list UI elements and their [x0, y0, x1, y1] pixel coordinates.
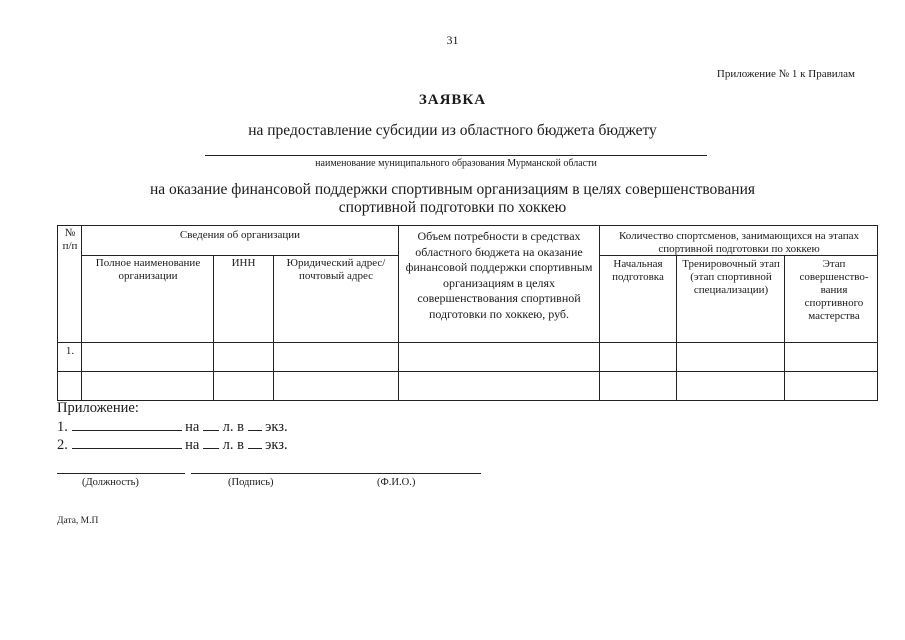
sheets-blank [203, 436, 219, 449]
attachment-on: на [185, 419, 200, 435]
table-vline [599, 226, 600, 400]
stage-excellence-header: Этап совершенство-вания спортивного мастерства [799, 258, 869, 322]
attachment-num: 2. [57, 437, 68, 453]
col-number-header: № п/п [62, 227, 78, 252]
table-hline [81, 255, 398, 256]
attachment-title-blank [72, 418, 182, 431]
municipality-blank-line [205, 155, 707, 156]
copies-blank [248, 436, 262, 449]
appendix-reference: Приложение № 1 к Правилам [716, 68, 855, 80]
sign-label: (Подпись) [228, 477, 274, 488]
address-header: Юридический адрес/ почтовый адрес [286, 257, 386, 282]
purpose-line-1: на оказание финансовой поддержки спортивным организациям в целях совершенствования [149, 181, 756, 198]
purpose-line-2: спортивной подготовки по хоккею [338, 199, 567, 216]
sheets-blank [203, 418, 219, 431]
attachment-line-2 [57, 436, 288, 454]
attachment-sheets: л. в [222, 419, 244, 435]
stage-training-header: Тренировочный этап (этап спортивной специализации) [682, 258, 780, 296]
stage-initial-header: Начальная подготовка [612, 258, 664, 283]
table-hline [58, 342, 877, 343]
full-name-label: (Ф.И.О.) [377, 477, 416, 488]
document-subtitle: на предоставление субсидии из областного бюджета бюджету [248, 122, 657, 139]
org-name-header: Полное наименование организации [95, 257, 201, 282]
attachment-on: на [185, 437, 200, 453]
table-vline [273, 255, 274, 400]
attachments-title: Приложение: [57, 400, 139, 416]
application-table [57, 225, 878, 401]
document-title: ЗАЯВКА [418, 92, 487, 108]
page-number: 31 [446, 33, 459, 47]
municipality-caption: наименование муниципального образования Мурманской области [315, 158, 597, 169]
copies-blank [248, 418, 262, 431]
attachment-num: 1. [57, 419, 68, 435]
table-vline [784, 255, 785, 400]
budget-need-header: Объем потребности в средствах областного бюджета на оказание финансовой поддержки спортивным организациям в целях совершенствования спортивной подготовки по хоккею, руб. [405, 229, 593, 321]
inn-header: ИНН [231, 257, 256, 269]
date-stamp-label: Дата, М.П [57, 516, 99, 526]
org-info-header: Сведения об организации [179, 229, 301, 241]
attachment-sheets: л. в [222, 437, 244, 453]
position-signature-line [57, 473, 185, 474]
sign-name-signature-line [191, 473, 481, 474]
table-vline [213, 255, 214, 400]
table-row-number: 1. [65, 345, 75, 357]
table-vline [676, 255, 677, 400]
attachment-copies: экз. [265, 419, 288, 435]
purpose-text [0, 181, 905, 217]
attachment-line-1 [57, 418, 288, 436]
table-vline [81, 226, 82, 400]
athletes-count-header: Количество спортсменов, занимающихся на этапах спортивной подготовки по хоккею [618, 230, 860, 255]
table-vline [398, 226, 399, 400]
attachment-copies: экз. [265, 437, 288, 453]
table-hline [58, 371, 877, 372]
position-label: (Должность) [82, 477, 139, 488]
attachment-title-blank [72, 436, 182, 449]
